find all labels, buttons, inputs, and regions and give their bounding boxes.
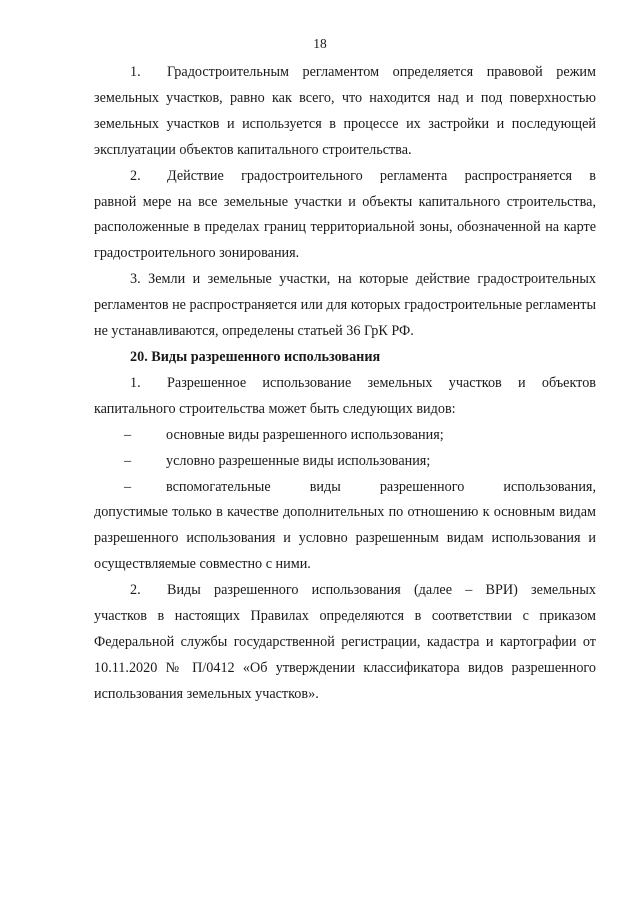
paragraph-2-number: 2. (130, 167, 141, 184)
section-paragraph-2-line1: Виды разрешенного использования (далее – ВРИ) земельных (167, 582, 596, 599)
section-paragraph-1-body: капитального строительства может быть следующих видов: (94, 400, 456, 417)
paragraph-1-body: земельных участков, равно как всего, что находится над и под поверхностью земельных участков и используется в процессе их застройки и последующей эксплуатации объектов капитального строительства. (94, 89, 596, 158)
page-content (94, 60, 596, 708)
list-item-1-text: основные виды разрешенного использования; (166, 426, 444, 443)
list-dash: – (124, 452, 132, 469)
page-number: 18 (313, 36, 327, 51)
list-dash: – (124, 478, 132, 495)
section-paragraph-1-number: 1. (130, 374, 141, 391)
paragraph-1-line1: Градостроительным регламентом определяется правовой режим (167, 64, 596, 80)
section-paragraph-2-body: участков в настоящих Правилах определяются в соответствии с приказом Федеральной службы государственной регистрации, кадастра и картографии от 10.11.2020 № П/0412 «Об утверждении классификатора видов разрешенного использования земельных участков». (94, 608, 596, 702)
paragraph-1-number: 1. (130, 64, 141, 80)
section-paragraph-2-first-line (94, 578, 596, 604)
list-item-3-line1: вспомогательные виды разрешенного использования, (166, 478, 596, 495)
section-paragraph-1-line1: Разрешенное использование земельных участков и объектов (167, 374, 596, 391)
list-item-3 (94, 475, 596, 501)
list-dash: – (124, 426, 132, 443)
section-paragraph-1-first-line (94, 371, 596, 397)
paragraph-2-line1: Действие градостроительного регламента распространяется в (167, 167, 596, 184)
section-heading: 20. Виды разрешенного использования (130, 348, 381, 365)
paragraph-2-first-line (94, 164, 596, 190)
section-paragraph-2-number: 2. (130, 582, 141, 599)
list-item-1 (94, 423, 596, 449)
list-item-2-text: условно разрешенные виды использования; (166, 452, 431, 469)
paragraph-1-first-line (94, 60, 596, 86)
paragraph-3: 3. Земли и земельные участки, на которые действие градостроительных регламентов не распространяется или для которых градостроительные регламенты не устанавливаются, определены статьей 36 ГрК РФ. (94, 271, 597, 340)
list-item-3-body: допустимые только в качестве дополнительных по отношению к основным видам разрешенного использования и условно разрешенным видам использования и осуществляемые совместно с ними. (94, 504, 596, 573)
list-item-2 (94, 449, 596, 475)
paragraph-2-body: равной мере на все земельные участки и объекты капитального строительства, расположенные в пределах границ территориальной зоны, обозначенной на карте градостроительного зонирования. (94, 193, 596, 262)
